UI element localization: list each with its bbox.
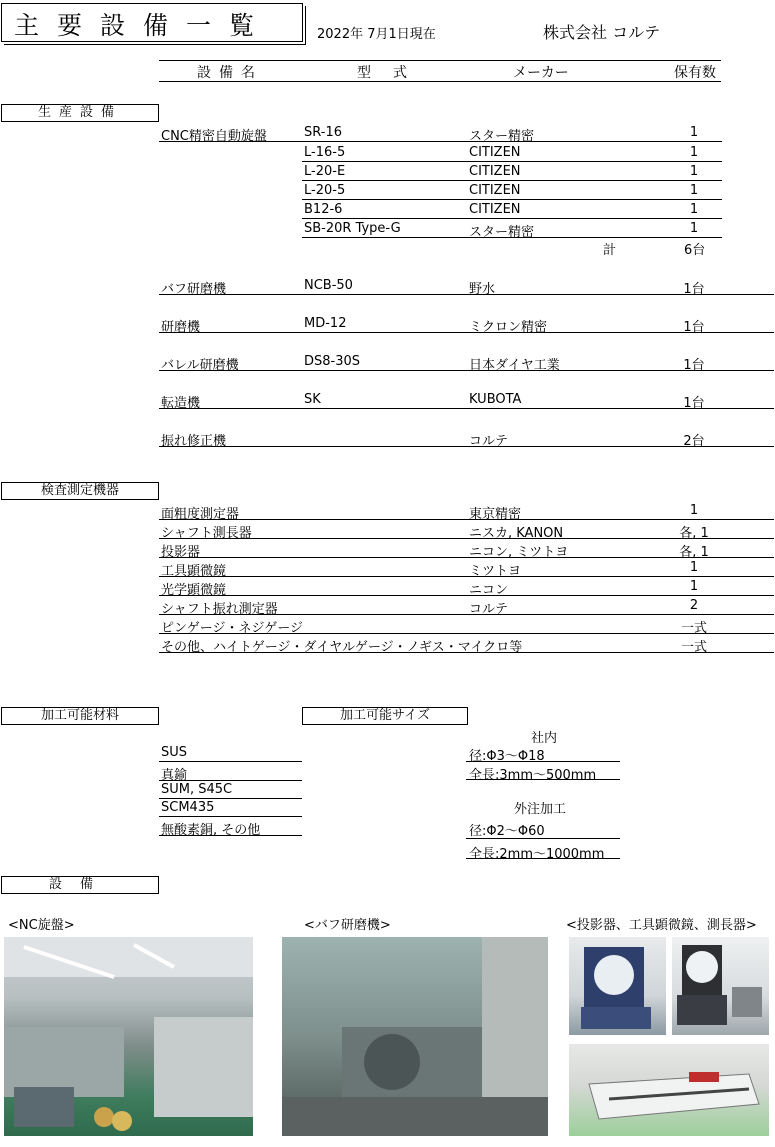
instrument-name: ピンゲージ・ネジゲージ — [161, 621, 303, 636]
caption-buff: <バフ研磨機> — [304, 918, 391, 933]
equipment-model: DS8-30S — [304, 354, 361, 369]
equipment-model: L-20-E — [304, 164, 346, 179]
equipment-name: 振れ修正機 — [161, 434, 227, 449]
equipment-maker: 日本ダイヤ工業 — [469, 358, 560, 373]
equipment-name: バレル研磨機 — [161, 358, 239, 373]
equipment-qty: 1 — [689, 183, 699, 198]
equipment-name: バフ研磨機 — [161, 282, 227, 297]
equipment-qty: 1台 — [683, 320, 705, 335]
table-row — [159, 520, 721, 539]
instrument-qty: 各, 1 — [679, 545, 709, 560]
instrument-maker: ミツトヨ — [469, 564, 522, 579]
caption-proj: <投影器、工具顕微鏡、測長器> — [566, 918, 757, 933]
photo-projector-1 — [569, 937, 666, 1035]
table-row — [159, 143, 721, 162]
photo-buff-machine — [282, 937, 548, 1136]
equipment-model: L-16-5 — [304, 145, 346, 160]
instrument-name: 光学顕微鏡 — [161, 583, 227, 598]
instrument-name: その他、ハイトゲージ・ダイヤルゲージ・ノギス・マイクロ等 — [161, 640, 523, 655]
row-rule — [159, 294, 774, 295]
equipment-maker: CITIZEN — [469, 183, 521, 198]
equipment-qty: 2台 — [683, 434, 705, 449]
row-rule — [159, 652, 774, 653]
table-row — [159, 219, 721, 238]
material-item: SUS — [161, 745, 188, 760]
caption-nc: <NC旋盤> — [8, 918, 75, 933]
equipment-model: SR-16 — [304, 125, 342, 140]
rule — [466, 779, 620, 780]
table-row — [159, 539, 721, 558]
equipment-name: CNC精密自動旋盤 — [161, 129, 267, 144]
sizes-inhouse-length: 全長:3mm～500mm — [469, 768, 597, 783]
instrument-maker: ニコン, ミツトヨ — [469, 545, 569, 560]
instrument-qty: 1 — [689, 560, 699, 575]
equipment-qty: 1 — [689, 221, 699, 236]
rule — [466, 858, 620, 859]
instrument-name: シャフト測長器 — [161, 526, 252, 541]
instrument-qty: 各, 1 — [679, 526, 709, 541]
equipment-model: SK — [304, 392, 321, 407]
row-rule — [159, 816, 302, 817]
instrument-qty: 1 — [689, 503, 699, 518]
length-meter-illustration — [569, 1044, 769, 1136]
equipment-qty: 1 — [689, 125, 699, 140]
sizes-inhouse-diameter: 径:Φ3～Φ18 — [469, 749, 545, 764]
equipment-qty: 1台 — [683, 358, 705, 373]
equipment-qty: 1 — [689, 202, 699, 217]
equipment-qty: 1台 — [683, 396, 705, 411]
header-bottom-rule — [159, 81, 721, 82]
header-top-rule — [159, 60, 721, 61]
row-rule — [159, 370, 774, 371]
instrument-name: シャフト振れ測定器 — [161, 602, 278, 617]
equipment-qty: 1 — [689, 145, 699, 160]
row-rule — [159, 332, 774, 333]
table-row — [159, 276, 721, 295]
equipment-model: MD-12 — [304, 316, 347, 331]
col-header-qty: 保有数 — [674, 65, 716, 81]
table-row — [159, 501, 721, 520]
row-rule — [159, 446, 774, 447]
equipment-model: L-20-5 — [304, 183, 346, 198]
row-rule — [302, 237, 722, 238]
equipment-maker: ミクロン精密 — [469, 320, 548, 335]
table-row — [159, 577, 721, 596]
date-label: 2022年 7月1日現在 — [317, 27, 436, 42]
material-item: SCM435 — [161, 800, 215, 815]
photo-nc-lathe — [4, 937, 253, 1136]
table-row — [159, 162, 721, 181]
equipment-name: 研磨機 — [161, 320, 201, 335]
rule — [466, 838, 620, 839]
sizes-outsourced-label: 外注加工 — [514, 802, 567, 817]
sizes-inhouse-label: 社内 — [531, 731, 558, 746]
page-title: 主要設備一覧 — [14, 11, 273, 40]
table-row — [159, 181, 721, 200]
row-rule — [159, 780, 302, 781]
section-sizes: 加工可能サイズ — [302, 707, 468, 725]
material-item: 無酸素銅, その他 — [161, 823, 261, 838]
photo-projector-2 — [672, 937, 769, 1035]
table-row — [159, 428, 721, 447]
projector-2-illustration — [672, 937, 769, 1035]
material-item: SUM, S45C — [161, 782, 233, 797]
equipment-maker: 野水 — [469, 282, 496, 297]
instrument-maker: ニスカ, KANON — [469, 526, 564, 541]
table-row — [159, 596, 721, 615]
equipment-maker: CITIZEN — [469, 202, 521, 217]
instrument-qty: 一式 — [680, 640, 707, 655]
photo-length-meter — [569, 1044, 769, 1136]
row-rule — [159, 141, 722, 142]
table-row — [159, 634, 721, 653]
instrument-name: 投影器 — [161, 545, 201, 560]
instrument-name: 工具顕微鏡 — [161, 564, 227, 579]
instrument-maker: コルテ — [469, 602, 509, 617]
rule — [466, 761, 620, 762]
instrument-name: 面粗度測定器 — [161, 507, 240, 522]
instrument-qty: 1 — [689, 579, 699, 594]
col-header-maker: メーカー — [513, 65, 569, 81]
section-materials: 加工可能材料 — [1, 707, 159, 725]
table-row — [159, 200, 721, 219]
equipment-model: NCB-50 — [304, 278, 353, 293]
equipment-maker: CITIZEN — [469, 145, 521, 160]
equipment-maker: スター精密 — [469, 129, 535, 144]
table-row — [159, 615, 721, 634]
equipment-qty: 1 — [689, 164, 699, 179]
col-header-model: 型式 — [357, 65, 429, 81]
table-row — [159, 314, 721, 333]
table-row — [159, 390, 721, 409]
row-rule — [159, 761, 302, 762]
equipment-maker: コルテ — [469, 434, 509, 449]
equipment-model: SB-20R Type-G — [304, 221, 401, 236]
projector-1-illustration — [569, 937, 666, 1035]
production-total-qty: 6台 — [684, 243, 706, 258]
table-row — [159, 352, 721, 371]
row-rule — [159, 835, 302, 836]
equipment-name: 転造機 — [161, 396, 201, 411]
section-production: 生産設備 — [1, 104, 159, 122]
instrument-qty: 一式 — [680, 621, 707, 636]
nc-lathe-illustration — [4, 937, 253, 1136]
equipment-qty: 1台 — [683, 282, 705, 297]
table-row — [159, 123, 721, 142]
equipment-maker: CITIZEN — [469, 164, 521, 179]
row-rule — [159, 408, 774, 409]
row-rule — [159, 798, 302, 799]
section-inspection: 検査測定機器 — [1, 482, 159, 500]
col-header-name: 設備名 — [197, 65, 263, 81]
instrument-maker: 東京精密 — [469, 507, 522, 522]
sizes-outsourced-diameter: 径:Φ2～Φ60 — [469, 824, 545, 839]
sizes-outsourced-length: 全長:2mm～1000mm — [469, 847, 605, 862]
section-equipment: 設備 — [1, 876, 159, 894]
production-total-label: 計 — [603, 243, 617, 258]
buff-machine-illustration — [282, 937, 548, 1136]
instrument-qty: 2 — [689, 598, 699, 613]
material-item: 真鍮 — [161, 768, 188, 783]
equipment-model: B12-6 — [304, 202, 343, 217]
equipment-maker: KUBOTA — [469, 392, 522, 407]
company-name: 株式会社 コルテ — [543, 23, 661, 42]
instrument-maker: ニコン — [469, 583, 509, 598]
equipment-maker: スター精密 — [469, 225, 535, 240]
table-row — [159, 558, 721, 577]
